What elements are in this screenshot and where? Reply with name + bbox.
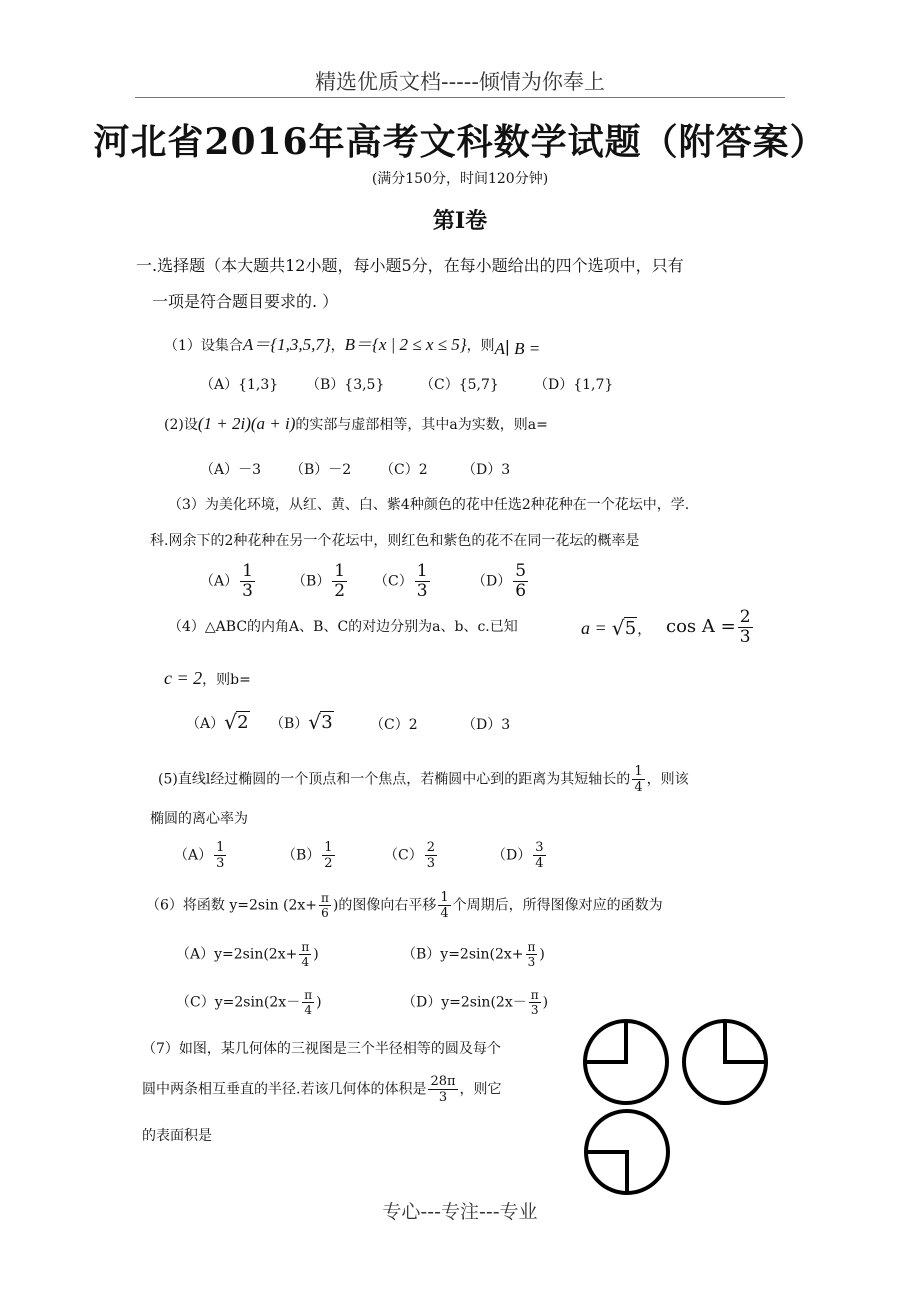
q3-option-b [292,562,349,601]
q5-option-d-fraction: $\frac{3}{4}$ [535,840,544,871]
q4-option-c: （C）2 [370,717,418,733]
q1-set-b: B＝{x | 2 ≤ x ≤ 5} [344,335,467,354]
section-instruction-line1: 一.选择题（本大题共12小题，每小题5分，在每小题给出的四个选项中，只有 [136,256,684,275]
q3-line1: （3）为美化环境，从红、黄、白、紫4种颜色的花中任选2种花种在一个花坛中，学. [168,497,690,513]
q6-line [146,890,663,921]
q7-line2b: ，则它 [459,1081,502,1098]
q2-option-b: （B）－2 [290,462,352,478]
page-title: 河北省2016年高考文科数学试题（附答案） [93,121,827,163]
q4-sqrt-5: √ 5 [612,618,637,639]
q7-line2 [142,1074,502,1105]
q4-cos-fraction: $\frac{2}{3}$ [739,607,751,647]
q6-suffix: 个周期后，所得图像对应的函数为 [452,897,663,914]
q5-option-d: （D） $\frac{3}{4}$ [492,840,544,871]
q5-line1 [158,764,689,795]
q6-option-b-fraction: $\frac{\pi}{3}$ [527,940,536,969]
q4-option-b: （B）√ 3 [270,712,334,733]
q4-c-expr: c = 2 [164,668,203,688]
question-1 [164,330,541,358]
q7-line1: （7）如图，某几何体的三视图是三个半径相等的圆及每个 [142,1041,501,1057]
q1-sep: ， [330,338,345,354]
q3-option-d-fraction: $\frac{5}{6}$ [515,561,527,601]
q4-option-a-sqrt: √ 2 [224,712,249,733]
q3-option-a-fraction: $\frac{1}{3}$ [242,561,253,601]
side-view-circle [684,1021,766,1103]
q5-line2: 椭圆的离心率为 [150,811,248,827]
q2-option-a: （A）－3 [200,462,262,478]
q3-line2: 科.网余下的2种花种在另一个花坛中，则红色和紫色的花不在同一花坛的概率是 [150,533,640,549]
q4-c-line [164,668,251,689]
q5-option-c: （C） $\frac{2}{3}$ [384,840,435,871]
q3-option-b-fraction: $\frac{1}{2}$ [334,561,346,601]
page-footer: 专心---专注---专业 [382,1201,538,1223]
q4-cos-a: cos A = $\frac{2}{3}$ [666,607,751,647]
q5-option-a: （A） $\frac{1}{3}$ [174,840,225,871]
q6-phase-fraction: $\frac{\pi}{6}$ [321,891,329,920]
q4-text: （4）△ABC的内角A、B、C的对边分别为a、b、c.已知 [168,619,518,635]
q3-option-d-label: （D） [472,573,512,590]
question-2 [164,414,548,434]
q2-prefix: (2)设 [164,417,198,433]
q7-volume-fraction: $\frac{28\pi}{3}$ [430,1074,456,1105]
volume-heading: 第Ⅰ卷 [432,208,488,234]
page-header: 精选优质文档-----倾情为你奉上 [315,70,605,94]
q3-option-c [374,562,432,601]
q6-option-c-fraction: $\frac{\pi}{4}$ [304,988,313,1017]
q7-line3: 的表面积是 [142,1128,212,1144]
q1-option-a: （A）{1,3} [200,377,279,393]
q4-option-a: （A）√ 2 [186,712,250,733]
q3-option-a [200,562,257,601]
q1-then: ，则 [466,338,495,354]
q6-option-d-fraction: $\frac{\pi}{3}$ [530,988,539,1017]
q1-set-a: A＝{1,3,5,7} [242,335,331,354]
q2-option-c: （C）2 [380,462,428,478]
q2-option-d: （D）3 [462,462,511,478]
q6-shift-fraction: $\frac{1}{4}$ [440,890,449,921]
q4-option-b-sqrt: √ 3 [308,712,333,733]
q4-option-d: （D）3 [462,717,511,733]
q4-then: ，则b= [202,672,251,688]
q5-option-b-fraction: $\frac{1}{2}$ [324,840,333,871]
q6-prefix: （6）将函数 y=2sin (2x+ [146,897,318,914]
q6-mid: )的图像向右平移 [332,897,437,914]
three-view-figure [575,1015,775,1205]
header-rule [135,97,785,98]
q1-result: A∣ B = [494,339,541,358]
front-view-circle [585,1021,667,1103]
q6-option-b: （B）y=2sin(2x+ $\frac{\pi}{3}$ ) [402,940,545,969]
q3-option-c-fraction: $\frac{1}{3}$ [416,561,428,601]
section-instruction-line2: 一项是符合题目要求的. ） [152,292,339,311]
q5-fraction: $\frac{1}{4}$ [634,764,643,795]
q5-text2: ，则该 [646,771,689,788]
q6-option-a: （A）y=2sin(2x+ $\frac{\pi}{4}$ ) [176,940,319,969]
q3-option-c-label: （C） [374,573,413,590]
q1-option-d: （D）{1,7} [534,377,614,393]
q6-option-d: （D）y=2sin(2x－ $\frac{\pi}{3}$ ) [402,988,549,1017]
q3-option-a-label: （A） [200,573,239,590]
q2-expression: (1 + 2i)(a + i) [197,414,296,433]
q6-option-a-fraction: $\frac{\pi}{4}$ [301,940,310,969]
q1-option-c: （C）{5,7} [420,377,499,393]
q5-option-c-fraction: $\frac{2}{3}$ [426,840,435,871]
q2-text: 的实部与虚部相等，其中a为实数，则a= [295,417,548,433]
exam-subtitle: (满分150分，时间120分钟) [371,171,549,187]
q3-option-b-label: （B） [292,573,331,590]
q7-line2a: 圆中两条相互垂直的半径.若该几何体的体积是 [142,1081,427,1098]
top-view-circle [586,1111,668,1193]
q4-a-value: a = √ 5， [581,618,651,639]
q6-option-c: （C）y=2sin(2x－ $\frac{\pi}{4}$ ) [176,988,322,1017]
q5-option-b: （B） $\frac{1}{2}$ [282,840,333,871]
q1-option-b: （B）{3,5} [306,377,385,393]
q5-option-a-fraction: $\frac{1}{3}$ [216,840,225,871]
q3-option-d [472,562,530,601]
q1-prefix: （1）设集合 [164,338,243,354]
q5-text: (5)直线l经过椭圆的一个顶点和一个焦点，若椭圆中心到的距离为其短轴长的 [158,771,631,788]
